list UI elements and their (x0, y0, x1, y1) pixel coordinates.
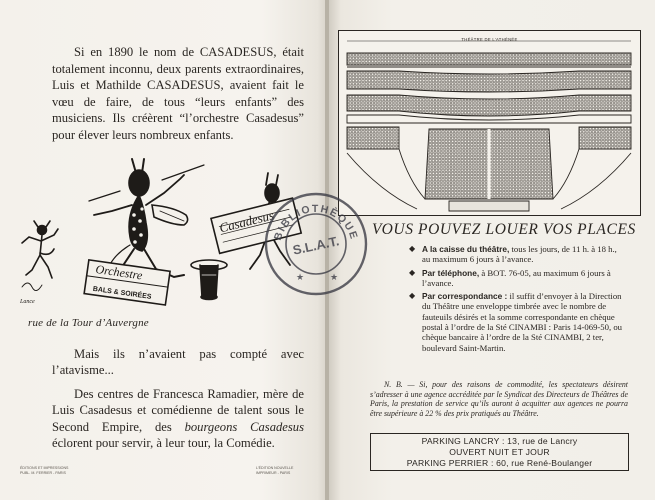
intro-line: Luis et Mathilde CASADESUS, avaient fait le (52, 78, 304, 93)
bals-sign-text: BALS & SOIRÉES (92, 285, 152, 301)
stamp-star-icon: ★ (296, 273, 305, 283)
rental-method-label: Par correspondance : (422, 291, 508, 302)
rental-headline: VOUS POUVEZ LOUER VOS PLACES (372, 221, 636, 238)
rental-method-text: tous les jours, de 11 h. à 18 h., au maximum 6 jours à l’avance. (422, 244, 617, 265)
artist-signature-mark (22, 283, 42, 291)
stamp-arc-text: BIBLIOTHÈQUE (271, 202, 361, 242)
upper-balcony (347, 53, 631, 65)
intro-line: leurs nombreux enfants. (112, 127, 234, 142)
rental-method-text: à BOT. 76-05, au maximum 6 jours à l’avance. (422, 267, 611, 288)
printer-credit-line: ÉDITIONS ET IMPRESSIONS (20, 466, 69, 470)
printer-credit-left (20, 466, 76, 475)
balcony-tier-2 (347, 95, 631, 116)
diamond-bullet-icon: ◆ (409, 267, 416, 277)
intro-paragraph (52, 44, 304, 144)
library-stamp (258, 186, 374, 302)
rental-method-mail (409, 291, 626, 353)
intro-line: totalement inconnu, deux parents extraordinaires, (52, 61, 304, 76)
top-hat (191, 260, 227, 300)
rental-method-text: il suffit d’envoyer à la Direction du Théâtre une enveloppe timbrée avec le nombre de fauteuils désirés et la somme correspondante en chèque postal à l’ordre de la Sté CINAMBI : Paris 14-069-50, ou chèque bancaire à l’ordre de la Sté CINAMBI, 2 ter, boulevard Saint-Martin. (422, 291, 623, 353)
loges-left (347, 127, 399, 149)
loges-right (579, 127, 631, 149)
parking-line: PARKING PERRIER : 60, rue René-Boulanger (406, 458, 593, 468)
parking-box (370, 433, 629, 471)
stage (449, 201, 529, 211)
casadesus-sign-text: Casadesus (217, 207, 276, 236)
atavism-section (52, 346, 304, 451)
printer-credit-line: L’ÉDITION NOUVELLE (256, 466, 294, 470)
rental-method-label: A la caisse du théâtre, (422, 244, 510, 254)
diamond-bullet-icon: ◆ (409, 244, 416, 253)
printer-credit-line: IMPRIMEUR - PARIS (256, 470, 291, 475)
ramadier-line: Luis Casadesus et comédienne de talent sous le (52, 403, 304, 418)
rental-methods-list (409, 244, 626, 356)
rental-method-label: Par téléphone, (422, 267, 480, 278)
agency-note: N. B. — Si, pour des raisons de commodité, les spectateurs désirent s’adresser à une agence accréditée par le Syndicat des Directeurs de Théâtres de Paris, la prestation de service qu’ils auront à acquitter aux agences ne pourra être supérieure à 22 % des prix pratiqués au Théâtre. (370, 380, 628, 418)
plan-title: THÉÂTRE DE L’ATHÉNÉE (461, 37, 518, 42)
parking-line: OUVERT NUIT ET JOUR (449, 447, 550, 457)
intro-text (52, 44, 304, 144)
intro-line: vœu de faire, de tous “leurs enfants” des musiciens. (52, 94, 304, 126)
seating-plan-drawing (339, 31, 639, 214)
rental-method-phone (409, 267, 626, 289)
ramadier-line: Des centres de Francesca Ramadier, mère de (74, 386, 304, 401)
balcony-tier-1 (347, 71, 631, 92)
small-devil-left (22, 221, 58, 278)
stamp-center-text: S.L.A.T. (291, 233, 341, 258)
artist-signature-text: Lance (20, 299, 35, 305)
intro-line: Ils créèrent “l’orchestre Casadesus” pour élever (52, 111, 304, 142)
orchestre-sign-text: Orchestre (94, 261, 144, 283)
atavism-line: Mais ils n’avaient pas compté avec l’atavisme... (52, 347, 304, 378)
ramadier-line: Second Empire, des bourgeons Casadesus éclorent (52, 419, 304, 451)
italic-phrase: bourgeons Casadesus (184, 419, 304, 434)
seating-plan (338, 30, 641, 216)
intro-line: Si en 1890 le nom de CASADESUS, était (74, 45, 304, 59)
stamp-star-icon: ★ (330, 273, 339, 283)
illustration-caption: rue de la Tour d’Auvergne (28, 317, 149, 329)
rental-method-box-office (409, 244, 626, 265)
printer-credit-right (256, 466, 316, 475)
printer-credit-line: PUBL. M. FERRIER - PARIS (20, 470, 66, 475)
ramadier-paragraph (52, 386, 304, 452)
ramadier-line: pour servir, à leur tour, la Comédie. (95, 436, 275, 451)
diamond-bullet-icon: ◆ (409, 291, 416, 301)
parking-line: PARKING LANCRY : 13, rue de Lancry (421, 436, 578, 446)
